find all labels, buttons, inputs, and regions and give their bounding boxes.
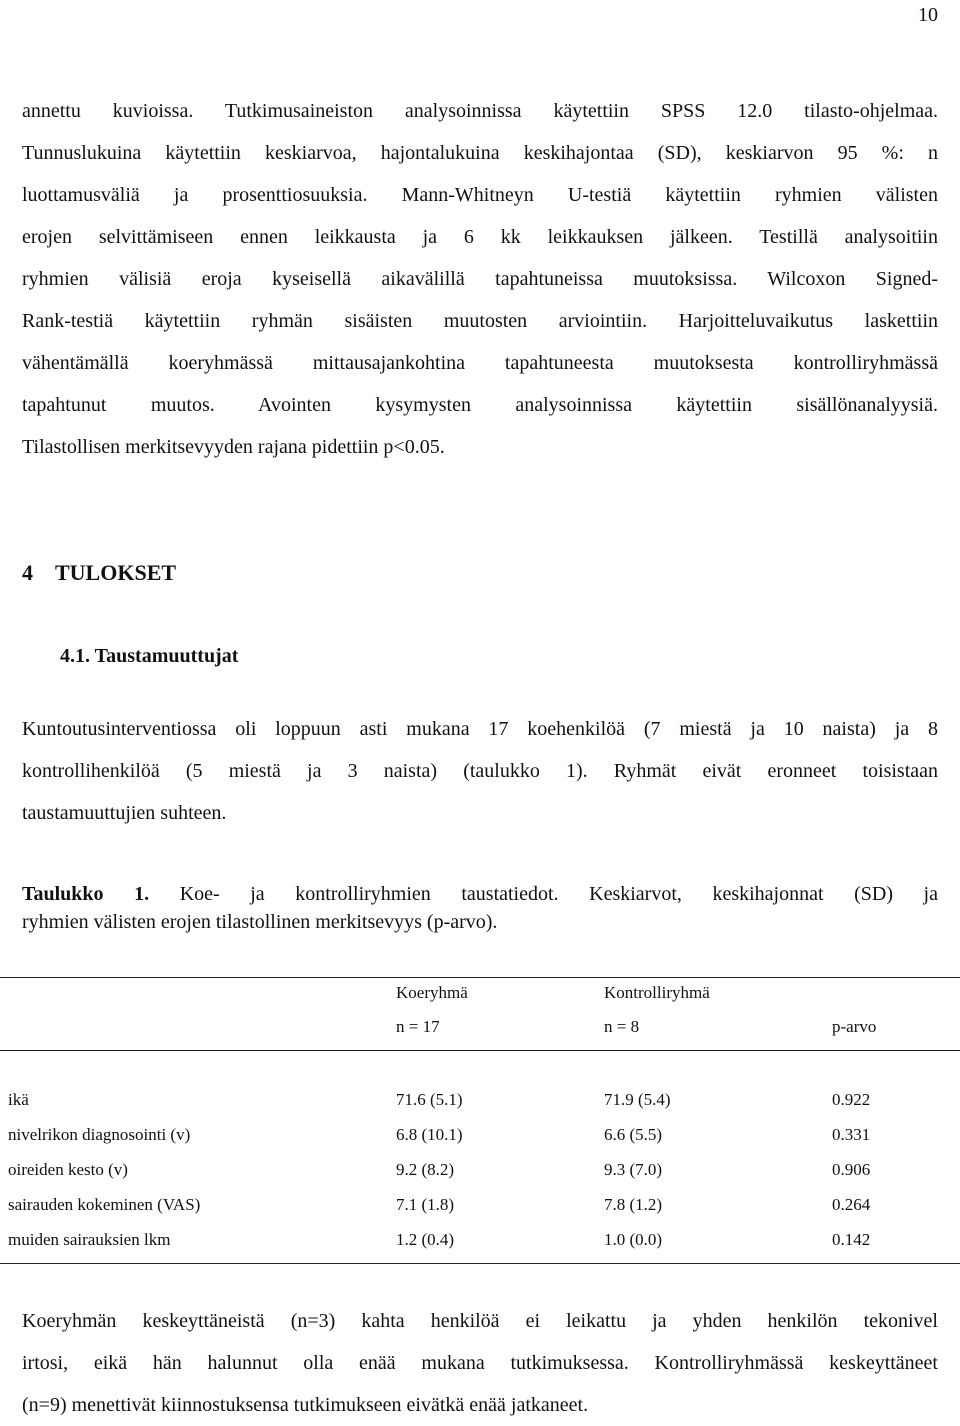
- cell-koe: 9.2 (8.2): [396, 1160, 455, 1179]
- cell-p: 0.922: [832, 1090, 871, 1109]
- row-label: nivelrikon diagnosointi (v): [8, 1125, 191, 1144]
- subsection-title: Taustamuuttujat: [94, 645, 239, 667]
- text-line: erojen selvittämiseen ennen leikkausta ja 6 kk leikkauksen jälkeen. Testillä analysoitiin: [22, 226, 938, 248]
- text-line: vähentämällä koeryhmässä mittausajankohtina tapahtuneesta muutoksesta kontrolliryhmässä: [22, 352, 938, 374]
- text-line: taustamuuttujien suhteen.: [22, 802, 227, 824]
- cell-p: 0.906: [832, 1160, 871, 1179]
- subsection-number: 4.1.: [60, 645, 90, 667]
- table-top-rule: [0, 977, 960, 978]
- cell-p: 0.264: [832, 1195, 871, 1214]
- results-paragraph: [22, 708, 938, 834]
- page-number: 10: [918, 4, 938, 26]
- cell-p: 0.142: [832, 1230, 871, 1249]
- cell-p: 0.331: [832, 1125, 871, 1144]
- caption-label: Taulukko 1.: [22, 883, 150, 905]
- cell-koe: 71.6 (5.1): [396, 1090, 463, 1109]
- text-line: Tilastollisen merkitsevyyden rajana pidettiin p<0.05.: [22, 436, 445, 458]
- subsection-heading: [60, 645, 238, 668]
- cell-kontrolli: 1.0 (0.0): [604, 1230, 663, 1249]
- text-line: Tunnuslukuina käytettiin keskiarvoa, hajontalukuina keskihajontaa (SD), keskiarvon 95 %: n: [22, 142, 938, 164]
- table-caption: [22, 880, 938, 936]
- text-line: ryhmien välisiä eroja kyseisellä aikavälillä tapahtuneissa muutoksissa. Wilcoxon Signed-: [22, 268, 938, 290]
- text-line: irtosi, eikä hän halunnut olla enää mukana tutkimuksessa. Kontrolliryhmässä keskeyttäneet: [22, 1352, 938, 1374]
- table-bottom-rule: [0, 1263, 960, 1264]
- cell-koe: 1.2 (0.4): [396, 1230, 455, 1249]
- text-line: Kuntoutusinterventiossa oli loppuun asti mukana 17 koehenkilöä (7 miestä ja 10 naista) ja 8: [22, 718, 938, 740]
- cell-kontrolli: 71.9 (5.4): [604, 1090, 671, 1109]
- cell-kontrolli: 7.8 (1.2): [604, 1195, 663, 1214]
- caption-line: Taulukko 1. Koe- ja kontrolliryhmien taustatiedot. Keskiarvot, keskihajonnat (SD) ja: [22, 883, 938, 905]
- header-n-kontrolli: n = 8: [604, 1017, 640, 1036]
- text-line: Rank-testiä käytettiin ryhmän sisäisten muutosten arviointiin. Harjoitteluvaikutus laskettiin: [22, 310, 938, 332]
- row-label: oireiden kesto (v): [8, 1160, 128, 1179]
- methods-paragraph: [22, 90, 938, 468]
- row-label: sairauden kokeminen (VAS): [8, 1195, 201, 1214]
- text-line: luottamusväliä ja prosenttiosuuksia. Mann-Whitneyn U-testiä käytettiin ryhmien välisten: [22, 184, 938, 206]
- header-koeryhma: Koeryhmä: [396, 983, 468, 1002]
- section-heading: [22, 560, 176, 586]
- section-title: TULOKSET: [55, 560, 177, 585]
- text-line: annettu kuvioissa. Tutkimusaineiston analysoinnissa käytettiin SPSS 12.0 tilasto-ohjelmaa.: [22, 100, 938, 122]
- header-p-arvo: p-arvo: [832, 1017, 877, 1036]
- header-kontrolliryhma: Kontrolliryhmä: [604, 983, 710, 1002]
- header-n-koe: n = 17: [396, 1017, 440, 1036]
- cell-koe: 7.1 (1.8): [396, 1195, 455, 1214]
- cell-kontrolli: 6.6 (5.5): [604, 1125, 663, 1144]
- row-label: ikä: [8, 1090, 29, 1109]
- caption-line: ryhmien välisten erojen tilastollinen merkitsevyys (p-arvo).: [22, 911, 498, 933]
- text-line: tapahtunut muutos. Avointen kysymysten analysoinnissa käytettiin sisällönanalyysiä.: [22, 394, 938, 416]
- cell-kontrolli: 9.3 (7.0): [604, 1160, 663, 1179]
- dropout-paragraph: [22, 1300, 938, 1426]
- text-line: (n=9) menettivät kiinnostuksensa tutkimukseen eivätkä enää jatkaneet.: [22, 1394, 589, 1416]
- table-header-rule: [0, 1050, 960, 1051]
- section-number: 4: [22, 560, 33, 585]
- row-label: muiden sairauksien lkm: [8, 1230, 171, 1249]
- cell-koe: 6.8 (10.1): [396, 1125, 463, 1144]
- text-line: Koeryhmän keskeyttäneistä (n=3) kahta henkilöä ei leikattu ja yhden henkilön tekonivel: [22, 1310, 938, 1332]
- text-line: kontrollihenkilöä (5 miestä ja 3 naista) (taulukko 1). Ryhmät eivät eronneet toisistaan: [22, 760, 938, 782]
